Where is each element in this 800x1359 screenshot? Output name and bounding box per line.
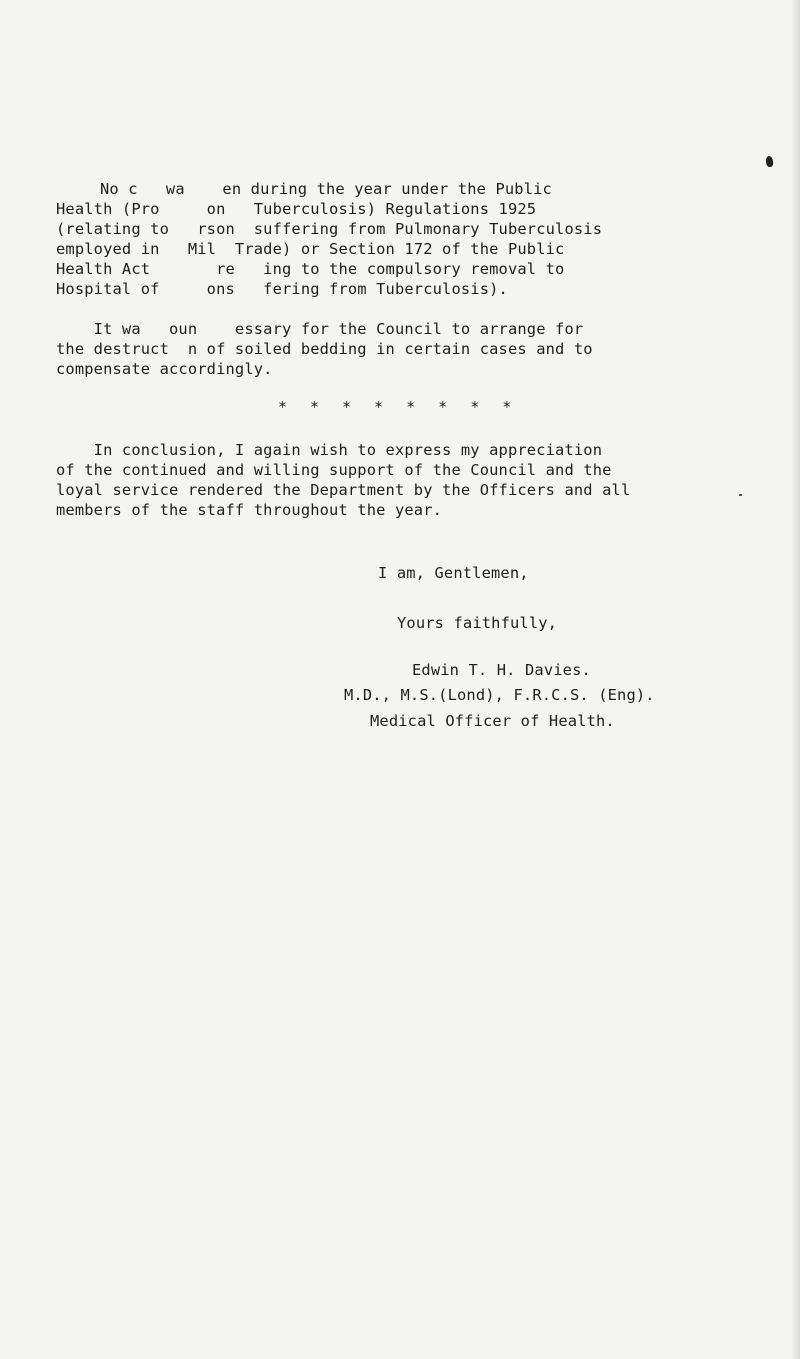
text-line: It wa oun essary for the Council to arrange for xyxy=(56,320,584,338)
text-line: the destruct n of soiled bedding in certain cases and to xyxy=(56,340,593,358)
text-line: loyal service rendered the Department by the Officers and all xyxy=(56,481,631,499)
ink-blot-mark xyxy=(765,156,773,168)
salutation: I am, Gentlemen, xyxy=(378,564,529,582)
text-line: Hospital of ons fering from Tuberculosis). xyxy=(56,280,508,298)
text-line: employed in Mil Trade) or Section 172 of the Public xyxy=(56,240,565,258)
text-line: members of the staff throughout the year. xyxy=(56,501,443,519)
text-line: Health (Pro on Tuberculosis) Regulations 1925 xyxy=(56,200,537,218)
stray-ink-mark xyxy=(739,494,742,496)
text-line: Health Act re ing to the compulsory removal to xyxy=(56,260,565,278)
valediction: Yours faithfully, xyxy=(397,614,558,632)
signatory-title: Medical Officer of Health. xyxy=(370,712,615,730)
text-line: No c wa en during the year under the Public xyxy=(100,180,552,198)
signatory-qualifications: M.D., M.S.(Lond), F.R.C.S. (Eng). xyxy=(344,686,655,704)
signatory-name: Edwin T. H. Davies. xyxy=(412,661,591,679)
text-line: In conclusion, I again wish to express my appreciation xyxy=(56,441,603,459)
text-line: of the continued and willing support of the Council and the xyxy=(56,461,612,479)
text-line: compensate accordingly. xyxy=(56,360,273,378)
section-separator: * * * * * * * * xyxy=(278,398,519,416)
page-edge-shadow xyxy=(791,0,800,1359)
text-line: (relating to rson suffering from Pulmonary Tuberculosis xyxy=(56,220,603,238)
